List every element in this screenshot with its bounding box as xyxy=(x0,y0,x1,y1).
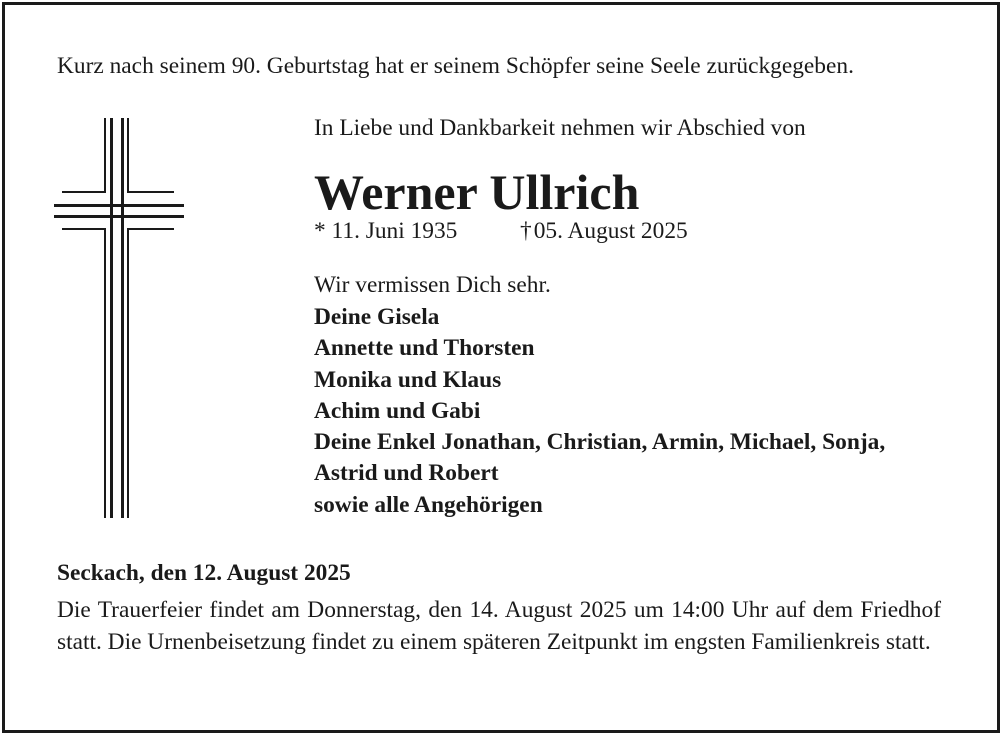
family-member: Deine Gisela xyxy=(314,304,440,330)
family-member: Deine Enkel Jonathan, Christian, Armin, Michael, Sonja, xyxy=(314,429,886,456)
death-date: 05. August 2025 xyxy=(533,218,688,244)
family-member: sowie alle Angehörigen xyxy=(314,491,543,518)
miss-text: Wir vermissen Dich sehr. xyxy=(314,272,551,298)
family-member: Annette und Thorsten xyxy=(314,335,535,362)
death-date-group xyxy=(520,216,688,246)
life-dates xyxy=(314,216,688,246)
dagger-icon: † xyxy=(520,218,532,244)
deceased-name: Werner Ullrich xyxy=(314,164,640,220)
birth-date: * 11. Juni 1935 xyxy=(314,218,458,244)
family-list xyxy=(314,302,885,521)
cross-icon xyxy=(54,118,184,518)
place-date: Seckach, den 12. August 2025 xyxy=(57,560,351,586)
family-member: Achim und Gabi xyxy=(314,397,481,424)
family-member: Monika und Klaus xyxy=(314,366,502,393)
family-member: Astrid und Robert xyxy=(314,460,499,487)
intro-text: Kurz nach seinem 90. Geburtstag hat er seinem Schöpfer seine Seele zurückgegeben. xyxy=(57,53,854,79)
lead-text: In Liebe und Dankbarkeit nehmen wir Abschied von xyxy=(314,115,806,141)
service-text: Die Trauerfeier findet am Donnerstag, den 14. August 2025 um 14:00 Uhr auf dem Friedhof statt. Die Urnenbeisetzung findet zu einem späteren Zeitpunkt im engsten Familienkreis statt. xyxy=(57,597,941,655)
